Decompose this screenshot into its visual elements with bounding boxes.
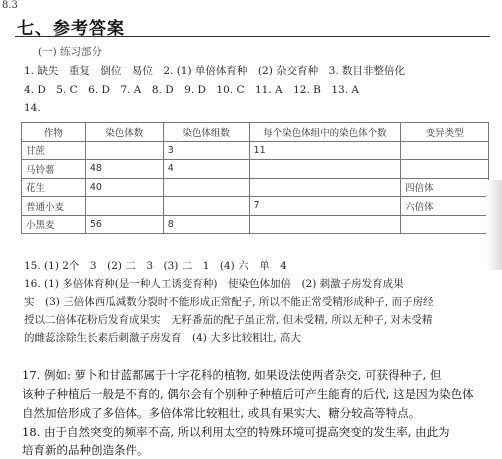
table-row <box>22 215 489 234</box>
table-header: 变异类型 <box>401 123 489 142</box>
table-cell: 花生 <box>22 178 86 197</box>
table-cell <box>401 215 489 234</box>
page-number: 8.3 <box>2 0 18 11</box>
table-cell: 8 <box>163 215 249 234</box>
table-row <box>22 178 489 197</box>
table-cell: 小黑麦 <box>22 215 86 234</box>
table-cell <box>85 141 163 160</box>
table-cell: 四倍体 <box>401 178 489 197</box>
table-row <box>22 141 489 160</box>
table-cell <box>401 141 489 160</box>
section-title: 七、参考答案 <box>17 19 125 39</box>
answer-line-q15: 15. (1) 2个 3 (2) 二 3 (3) 二 1 (4) 六 单 4 <box>24 260 287 272</box>
table-cell: 7 <box>249 197 401 216</box>
table-header: 染色体数 <box>85 123 163 142</box>
table-header: 每个染色体组中的染色体个数 <box>249 123 401 142</box>
answer-line-q17: 17. 例如: 萝卜和甘蓝都属于十字花科的植物, 如果设法使两者杂交, 可获得种子, 但 <box>22 368 442 382</box>
table-cell: 马铃薯 <box>22 160 86 179</box>
table-cell: 4 <box>163 160 249 179</box>
answer-line-q16: 授以二倍体花粉后发育成果实 无籽番茄的配子虽正常, 但未受精, 所以无种子, 对未受精 <box>24 314 433 326</box>
table-cell <box>249 160 401 179</box>
page-edge-shadow <box>486 180 502 270</box>
answer-line-q18: 培育新的品种创造条件。 <box>22 443 149 457</box>
answer-line-q17: 该种子种植后一般是不育的, 偶尔会有个别种子种植后可产生能育的后代, 这是因为染色体 <box>22 387 474 401</box>
answer-line-q4: 4. D 5. C 6. D 7. A 8. D 9. D 10. C 11. A 12. B 13. A <box>24 84 359 96</box>
subsection-title: (一) 练习部分 <box>38 46 103 58</box>
table-cell: 甘蔗 <box>22 141 86 160</box>
table-header-row <box>22 123 489 142</box>
table-cell <box>163 178 249 197</box>
table-cell <box>249 215 401 234</box>
title-rule <box>15 36 490 37</box>
table-cell: 48 <box>85 160 163 179</box>
table-cell <box>249 178 401 197</box>
table-row <box>22 160 489 179</box>
table-cell: 普通小麦 <box>22 197 86 216</box>
table-cell: 六倍体 <box>401 197 489 216</box>
answer-line-q1: 1. 缺失 重复 倒位 易位 2. (1) 单倍体育种 (2) 杂交育种 3. 数目非整倍化 <box>24 65 405 77</box>
table-cell <box>85 197 163 216</box>
table-cell <box>401 160 489 179</box>
table-row <box>22 197 489 216</box>
answer-line-q17: 自然加倍形成了多倍体。多倍体常比较粗壮, 或具有果实大、糖分较高等特点。 <box>22 406 421 420</box>
table-header: 染色体组数 <box>163 123 249 142</box>
table-header: 作物 <box>22 123 86 142</box>
answer-line-q16: 16. (1) 多倍体育种(是一种人工诱变育种) 使染色体加倍 (2) 刺激子房发育成果 <box>24 278 404 290</box>
answer-line-q16: 的雌蕊涂除生长素后刺激子房发育 (4) 大多比较粗壮, 高大 <box>24 332 301 344</box>
answer-line-q16: 实 (3) 三倍体西瓜减数分裂时不能形成正常配子, 所以不能正常受精形成种子, 而子房经 <box>24 296 434 308</box>
table-cell <box>163 197 249 216</box>
table-cell: 3 <box>163 141 249 160</box>
answer-line-q14: 14. <box>24 102 41 114</box>
table-cell: 11 <box>249 141 401 160</box>
answer-line-q18: 18. 由于自然突变的频率不高, 所以利用太空的特殊环境可提高突变的发生率, 由此为 <box>22 425 450 439</box>
chromosome-table <box>21 122 489 234</box>
table-cell: 40 <box>85 178 163 197</box>
table-cell: 56 <box>85 215 163 234</box>
